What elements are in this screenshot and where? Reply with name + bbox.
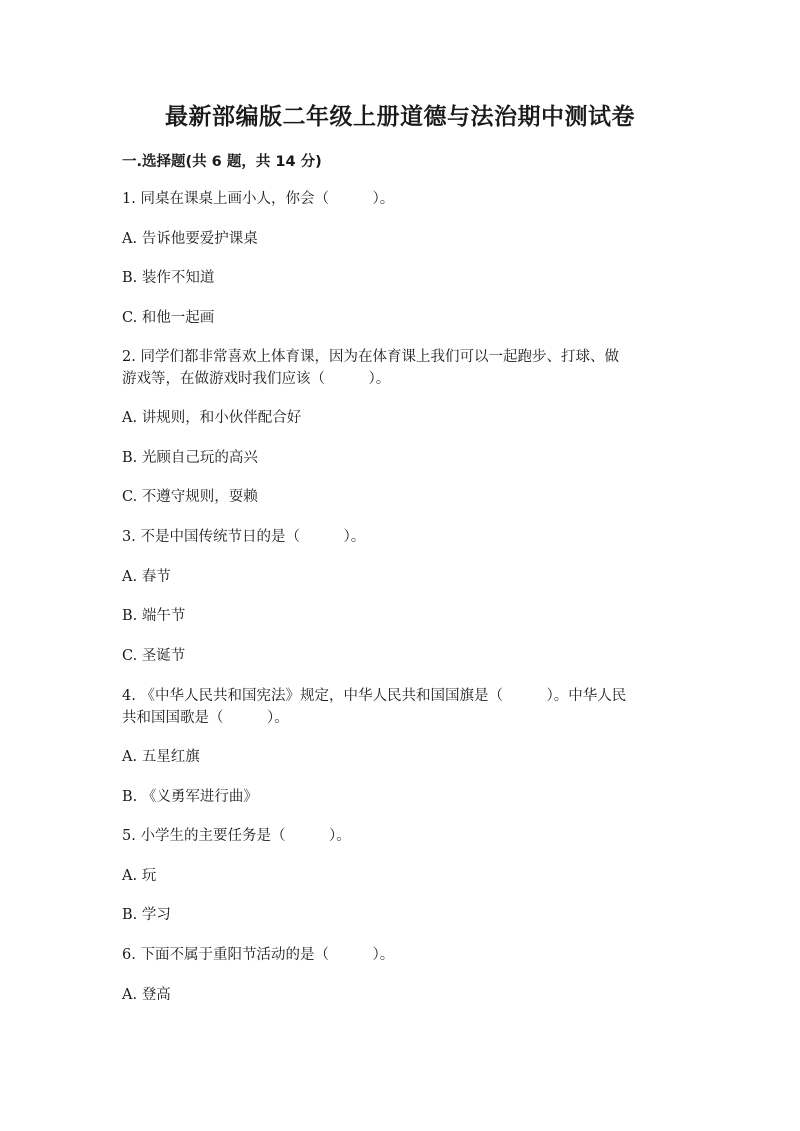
question-6-option-a: A. 登高 [122,987,171,1003]
question-2-stem-line1: 2. 同学们都非常喜欢上体育课，因为在体育课上我们可以一起跑步、打球、做 [122,349,619,365]
section-heading: 一.选择题(共 6 题，共 14 分) [122,154,322,170]
question-1-option-c: C. 和他一起画 [122,310,215,326]
question-3-option-a: A. 春节 [122,569,171,585]
question-1-stem: 1. 同桌在课桌上画小人，你会（ ）。 [122,191,395,207]
question-1-option-a: A. 告诉他要爱护课桌 [122,231,258,247]
question-2-option-b: B. 光顾自己玩的高兴 [122,450,258,466]
question-5-option-a: A. 玩 [122,868,157,884]
question-2-stem-line2: 游戏等，在做游戏时我们应该（ ）。 [122,371,391,387]
question-3-stem: 3. 不是中国传统节日的是（ ）。 [122,529,366,545]
page-title: 最新部编版二年级上册道德与法治期中测试卷 [165,104,635,130]
question-1-option-b: B. 装作不知道 [122,270,215,286]
question-2-option-a: A. 讲规则，和小伙伴配合好 [122,410,302,426]
question-5-stem: 5. 小学生的主要任务是（ ）。 [122,828,351,844]
question-4-option-b: B. 《义勇军进行曲》 [122,789,258,805]
question-5-option-b: B. 学习 [122,907,171,923]
question-4-stem-line2: 共和国国歌是（ ）。 [122,710,289,726]
question-2-option-c: C. 不遵守规则，耍赖 [122,489,258,505]
question-6-stem: 6. 下面不属于重阳节活动的是（ ）。 [122,947,395,963]
question-3-option-b: B. 端午节 [122,608,186,624]
question-3-option-c: C. 圣诞节 [122,648,186,664]
question-4-stem-line1: 4. 《中华人民共和国宪法》规定，中华人民共和国国旗是（ ）。中华人民 [122,688,627,704]
question-4-option-a: A. 五星红旗 [122,749,200,765]
